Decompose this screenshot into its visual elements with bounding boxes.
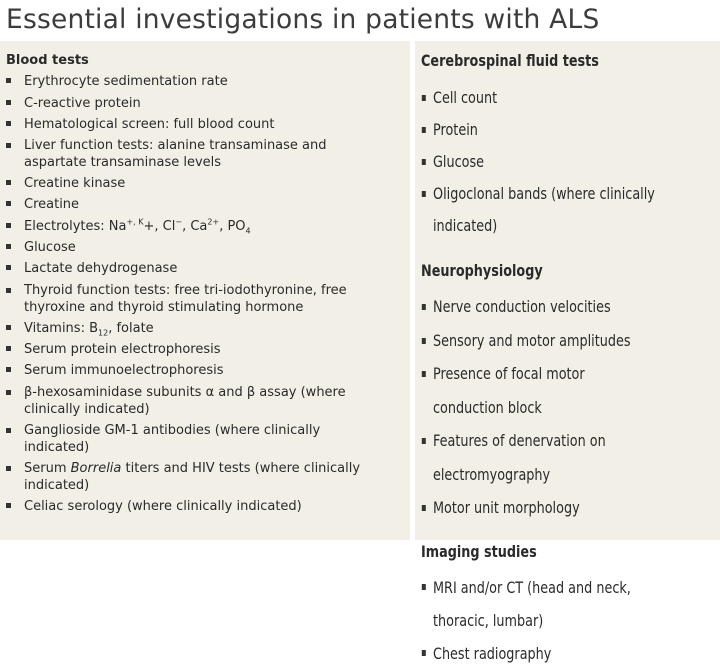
bullet-icon — [422, 191, 426, 197]
bullet-icon — [6, 503, 11, 508]
list-item: Ganglioside GM-1 antibodies (where clinically indicated) — [6, 420, 410, 458]
list-item: Oligoclonal bands (where clinically indicated) — [421, 178, 657, 242]
list-item: Protein — [421, 114, 657, 146]
list-item: Cell count — [421, 82, 657, 114]
bullet-icon — [422, 95, 426, 101]
bullet-icon — [422, 505, 426, 511]
list-item: MRI and/or CT (head and neck, thoracic, lumbar) — [421, 571, 657, 637]
list-item: Features of denervation on electromyography — [421, 424, 657, 491]
bullet-icon — [6, 201, 11, 206]
bullet-icon — [6, 143, 11, 148]
bullet-icon — [6, 100, 11, 105]
list-item: Lactate dehydrogenase — [6, 258, 410, 279]
section-heading-csf: Cerebrospinal fluid tests — [421, 51, 599, 70]
list-item: C-reactive protein — [6, 93, 410, 114]
bullet-icon — [6, 244, 11, 249]
list-item: Serum immunoelectrophoresis — [6, 360, 410, 381]
bullet-icon — [6, 223, 11, 228]
bullet-icon — [422, 438, 426, 444]
bullet-icon — [422, 584, 426, 590]
other-investigations-list — [421, 48, 657, 670]
blood-tests-list — [6, 50, 410, 517]
bullet-icon — [422, 127, 426, 133]
list-item: Glucose — [421, 146, 657, 178]
section-heading-imaging: Imaging studies — [421, 541, 537, 561]
list-item: Liver function tests: alanine transaminase and aspartate transaminase levels — [6, 135, 410, 173]
list-item: Sensory and motor amplitudes — [421, 324, 657, 358]
list-item: Serum Borrelia titers and HIV tests (where clinically indicated) — [6, 458, 410, 496]
slide-title: Essential investigations in patients with ALS — [6, 4, 600, 35]
list-item: Motor unit morphology — [421, 491, 657, 525]
list-item: Electrolytes: $Na^{+, K}+$, Cl−, $Ca^{2+}$, $PO_4$ — [6, 216, 410, 237]
list-item: β-hexosaminidase subunits α and β assay (where clinically indicated) — [6, 382, 410, 420]
bullet-icon — [6, 428, 11, 433]
bullet-icon — [6, 390, 11, 395]
bullet-icon — [422, 650, 426, 656]
list-item: Creatine — [6, 194, 410, 215]
list-item: Thyroid function tests: free tri-iodothyronine, free thyroxine and thyroid stimulating hormone — [6, 280, 410, 318]
bullet-icon — [422, 338, 426, 344]
list-item: Serum protein electrophoresis — [6, 339, 410, 360]
bullet-icon — [422, 159, 426, 165]
bullet-icon — [6, 180, 11, 185]
list-item: Celiac serology (where clinically indicated) — [6, 496, 410, 517]
bullet-icon — [422, 304, 426, 310]
bullet-icon — [6, 288, 11, 293]
list-item: Presence of focal motor conduction block — [421, 357, 657, 424]
bullet-icon — [6, 346, 11, 351]
list-item: Chest radiography — [421, 637, 657, 670]
list-item: Nerve conduction velocities — [421, 290, 657, 324]
bullet-icon — [6, 265, 11, 270]
bullet-icon — [6, 325, 11, 330]
list-item: Vitamins: $B_{12}$, folate — [6, 318, 410, 339]
bullet-icon — [6, 78, 11, 83]
list-item: Hematological screen: full blood count — [6, 114, 410, 135]
section-heading-blood-tests: Blood tests — [6, 53, 89, 68]
section-heading-neurophysiology: Neurophysiology — [421, 261, 543, 280]
list-item: Glucose — [6, 237, 410, 258]
bullet-icon — [6, 466, 11, 471]
list-item: Erythrocyte sedimentation rate — [6, 71, 410, 92]
bullet-icon — [6, 121, 11, 126]
bullet-icon — [422, 371, 426, 377]
bullet-icon — [6, 367, 11, 372]
list-item: Creatine kinase — [6, 173, 410, 194]
